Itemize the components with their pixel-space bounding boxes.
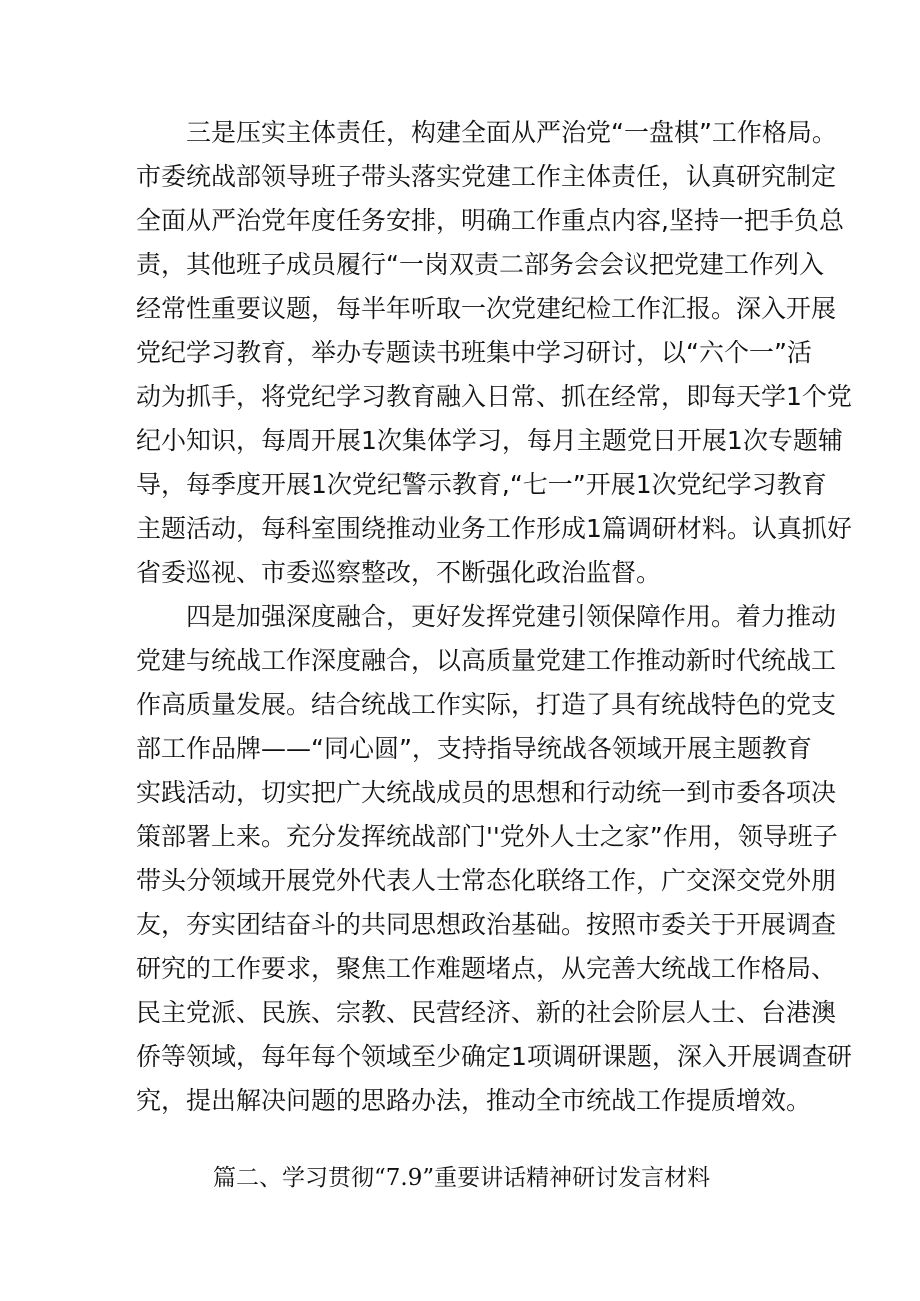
text-line: 部工作品牌——“同心圆”，支持指导统战各领域开展主题教育 <box>136 734 812 763</box>
text-line: 研究的工作要求，聚焦工作难题堵点，从完善大统战工作格局、 <box>136 954 837 983</box>
text-line: 党建与统战工作深度融合，以高质量党建工作推动新时代统战工 <box>136 646 837 675</box>
text-line: 省委巡视、市委巡察整改，不断强化政治监督。 <box>136 558 662 587</box>
text-line: 友，夯实团结奋斗的共同思想政治基础。按照市委关于开展调查 <box>136 910 837 939</box>
text-line: 纪小知识，每周开展1次集体学习，每月主题党日开展1次专题辅 <box>136 426 843 455</box>
text-line: 主题活动，每科室围绕推动业务工作形成1篇调研材料。认真抓好 <box>136 514 852 543</box>
text-line: 民主党派、民族、宗教、民营经济、新的社会阶层人士、台港澳 <box>136 998 837 1027</box>
text-line: 党纪学习教育，举办专题读书班集中学习研讨，以“六个一”活 <box>136 338 812 367</box>
text-line: 侨等领域，每年每个领域至少确定1项调研课题，深入开展调查研 <box>136 1042 852 1071</box>
paragraph-2 <box>136 595 852 1123</box>
text-line: 三是压实主体责任，构建全面从严治党“一盘棋”工作格局。 <box>186 118 837 147</box>
section-heading: 篇二、学习贯彻“7.9”重要讲话精神研讨发言材料 <box>213 1165 711 1191</box>
paragraph-1 <box>136 111 852 595</box>
body-text <box>136 111 852 1123</box>
text-line: 实践活动，切实把广大统战成员的思想和行动统一到市委各项决 <box>136 778 837 807</box>
text-line: 带头分领域开展党外代表人士常态化联络工作，广交深交党外朋 <box>136 866 837 895</box>
text-line: 市委统战部领导班子带头落实党建工作主体责任，认真研究制定 <box>136 162 837 191</box>
text-line: 策部署上来。充分发挥统战部门''党外人士之家”作用，领导班子 <box>136 822 838 851</box>
text-line: 导，每季度开展1次党纪警示教育,“七一”开展1次党纪学习教育 <box>136 470 827 499</box>
text-line: 动为抓手，将党纪学习教育融入日常、抓在经常，即每天学1个党 <box>136 382 852 411</box>
text-line: 四是加强深度融合，更好发挥党建引领保障作用。着力推动 <box>186 602 837 631</box>
text-line: 责，其他班子成员履行“一岗双责二部务会会议把党建工作列入 <box>136 250 824 279</box>
text-line: 全面从严治党年度任务安排，明确工作重点内容,坚持一把手负总 <box>136 206 844 235</box>
text-line: 作高质量发展。结合统战工作实际，打造了具有统战特色的党支 <box>136 690 837 719</box>
text-line: 究，提出解决问题的思路办法，推动全市统战工作提质增效。 <box>136 1086 812 1115</box>
text-line: 经常性重要议题，每半年听取一次党建纪检工作汇报。深入开展 <box>136 294 837 323</box>
